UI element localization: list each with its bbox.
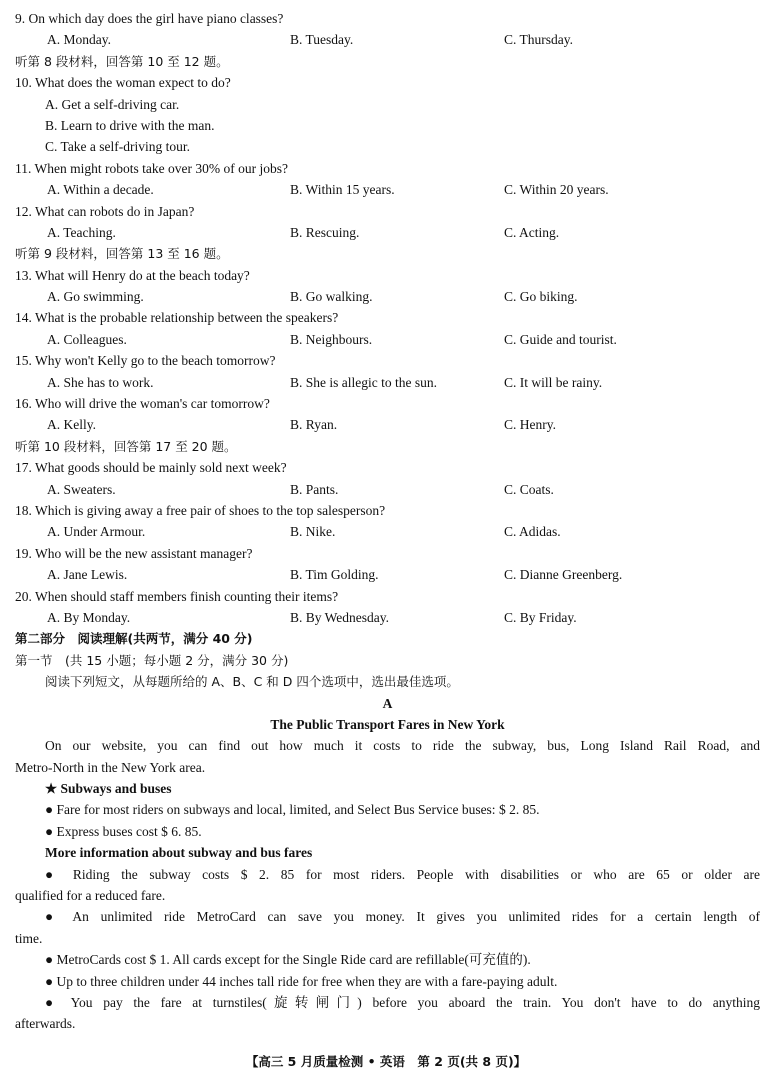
page-footer: 【高三 5 月质量检测 • 英语 第 2 页(共 8 页)】 <box>245 1054 527 1069</box>
bullet-riding-line-1: ● Riding the subway costs $ 2. 85 for most riders. People with disabilities or who are 65 or older are <box>45 866 760 882</box>
option-c: C. Thursday. <box>504 32 573 48</box>
question-13: 13. What will Henry do at the beach today? <box>15 267 250 283</box>
option-b: B. Learn to drive with the man. <box>45 117 215 133</box>
option-c: C. Go biking. <box>504 289 578 305</box>
option-b: B. Neighbours. <box>290 331 373 347</box>
question-16-options <box>15 414 760 435</box>
bullet-unlimited-line-1: ● An unlimited ride MetroCard can save you money. It gives you unlimited rides for a certain length of <box>45 909 760 925</box>
question-13-options <box>15 286 760 307</box>
question-20: 20. When should staff members finish counting their items? <box>15 588 339 604</box>
option-b: B. By Wednesday. <box>290 609 390 625</box>
option-a: A. Monday. <box>47 32 111 48</box>
option-a: A. Under Armour. <box>47 524 146 540</box>
question-9-options <box>15 29 760 50</box>
bullet-riding-line-2: qualified for a reduced fare. <box>15 888 166 904</box>
option-b: B. Tim Golding. <box>290 567 379 583</box>
bullet-children: ● Up to three children under 44 inches tall ride for free when they are with a fare-paying adult. <box>45 973 558 989</box>
option-a: A. Teaching. <box>47 224 116 240</box>
option-b: B. Rescuing. <box>290 224 360 240</box>
question-14-options <box>15 329 760 350</box>
option-a: A. She has to work. <box>47 374 154 390</box>
option-b: B. Go walking. <box>290 289 373 305</box>
passage-title: The Public Transport Fares in New York <box>270 716 505 732</box>
section-9-heading: 听第 9 段材料，回答第 13 至 16 题。 <box>15 246 229 262</box>
question-12: 12. What can robots do in Japan? <box>15 203 195 219</box>
intro-line-2: Metro-North in the New York area. <box>15 759 206 775</box>
section-1-heading: 第一节 (共 15 小题；每小题 2 分，满分 30 分) <box>15 652 289 668</box>
option-b: B. Pants. <box>290 481 339 497</box>
section-10-heading: 听第 10 段材料，回答第 17 至 20 题。 <box>15 438 237 454</box>
question-9 <box>15 8 760 29</box>
question-19: 19. Who will be the new assistant manager? <box>15 545 253 561</box>
question-15-options <box>15 372 760 393</box>
question-15: 15. Why won't Kelly go to the beach tomorrow? <box>15 353 276 369</box>
option-c: C. Take a self-driving tour. <box>45 139 191 155</box>
option-a: A. Jane Lewis. <box>47 567 128 583</box>
option-c: C. By Friday. <box>504 609 577 625</box>
option-a: A. Sweaters. <box>47 481 116 497</box>
question-14: 14. What is the probable relationship between the speakers? <box>15 310 339 326</box>
question-12-options <box>15 222 760 243</box>
bullet-unlimited-line-2: time. <box>15 930 43 946</box>
bullet-turnstiles-line-2: afterwards. <box>15 1016 76 1032</box>
question-17-options <box>15 479 760 500</box>
question-10: 10. What does the woman expect to do? <box>15 75 231 91</box>
option-c: C. It will be rainy. <box>504 374 603 390</box>
option-a: A. Get a self-driving car. <box>45 96 180 112</box>
option-c: C. Dianne Greenberg. <box>504 567 623 583</box>
option-c: C. Within 20 years. <box>504 182 609 198</box>
bullet-metrocard-cost: ● MetroCards cost $ 1. All cards except for the Single Ride card are refillable(可充值的). <box>45 952 531 968</box>
question-20-options <box>15 607 760 628</box>
option-a: A. By Monday. <box>47 609 131 625</box>
bullet-express: ● Express buses cost $ 6. 85. <box>45 823 202 839</box>
option-b: B. Ryan. <box>290 417 338 433</box>
exam-page <box>15 8 760 1035</box>
part-2-heading: 第二部分 阅读理解(共两节，满分 40 分) <box>15 631 253 647</box>
option-a: A. Go swimming. <box>47 289 144 305</box>
question-18: 18. Which is giving away a free pair of shoes to the top salesperson? <box>15 502 386 518</box>
question-11: 11. When might robots take over 30% of our jobs? <box>15 160 288 176</box>
option-c: C. Adidas. <box>504 524 561 540</box>
question-text: 9. On which day does the girl have piano classes? <box>15 11 284 26</box>
option-a: A. Kelly. <box>47 417 96 433</box>
question-11-options <box>15 179 760 200</box>
option-b: B. Nike. <box>290 524 336 540</box>
option-b: B. Tuesday. <box>290 32 354 48</box>
option-b: B. She is allegic to the sun. <box>290 374 437 390</box>
option-a: A. Colleagues. <box>47 331 127 347</box>
question-17: 17. What goods should be mainly sold next week? <box>15 460 287 476</box>
option-c: C. Henry. <box>504 417 556 433</box>
intro-line-1: On our website, you can find out how much it costs to ride the subway, bus, Long Island Rail Road, and <box>45 738 760 754</box>
question-16: 16. Who will drive the woman's car tomorrow? <box>15 396 270 412</box>
option-c: C. Acting. <box>504 224 560 240</box>
subways-buses-heading: ★ Subways and buses <box>45 781 172 797</box>
question-18-options <box>15 521 760 542</box>
bullet-fare: ● Fare for most riders on subways and local, limited, and Select Bus Service buses: $ 2. 85. <box>45 802 540 818</box>
passage-letter: A <box>382 695 393 711</box>
option-a: A. Within a decade. <box>47 182 154 198</box>
section-8-heading: 听第 8 段材料，回答第 10 至 12 题。 <box>15 53 229 69</box>
option-b: B. Within 15 years. <box>290 182 395 198</box>
more-info-heading: More information about subway and bus fares <box>45 845 313 861</box>
option-c: C. Guide and tourist. <box>504 331 617 347</box>
bullet-turnstiles-line-1: ● You pay the fare at turnstiles(旋转闸门) before you aboard the train. You don't have to do anything <box>45 994 760 1010</box>
reading-instruction: 阅读下列短文，从每题所给的 A、B、C 和 D 四个选项中，选出最佳选项。 <box>45 674 459 690</box>
option-c: C. Coats. <box>504 481 554 497</box>
question-19-options <box>15 564 760 585</box>
